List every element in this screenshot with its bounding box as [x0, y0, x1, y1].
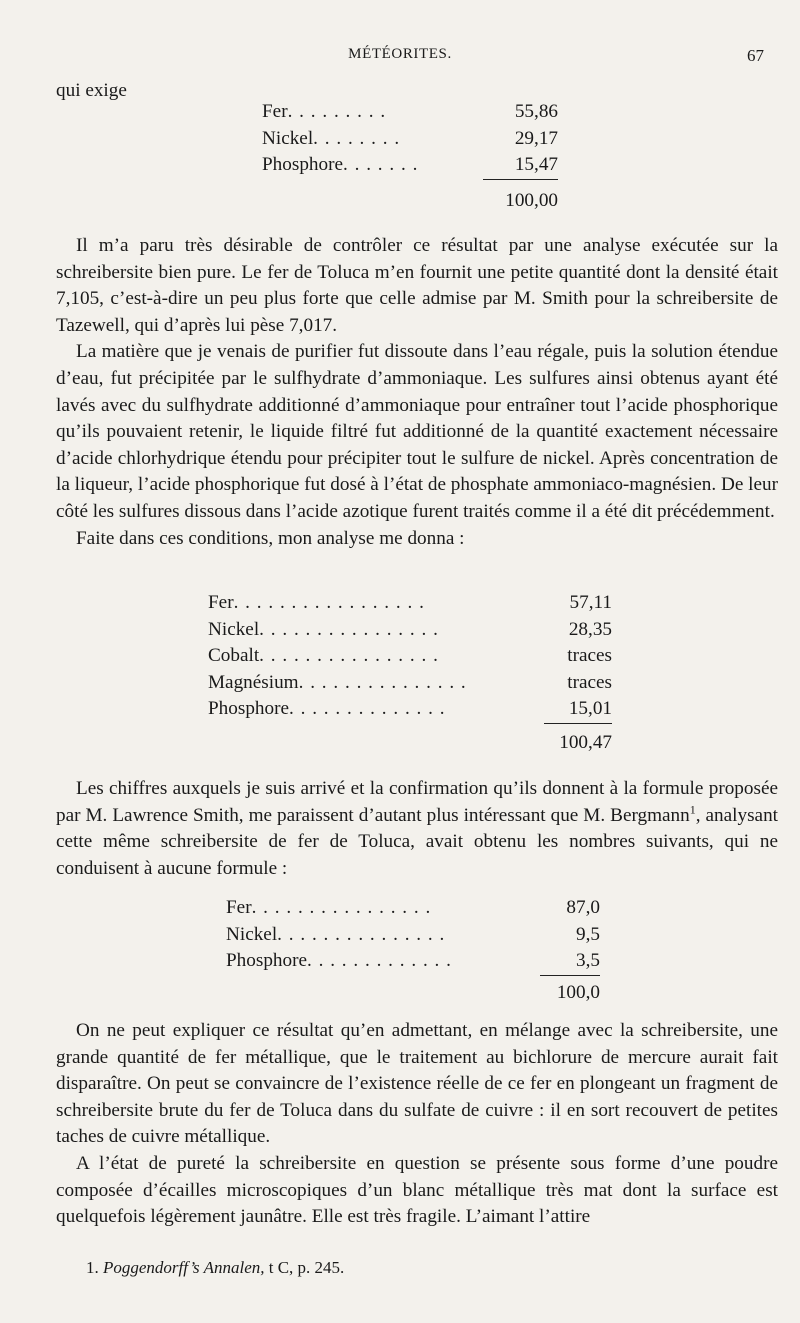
element-label: Fer	[208, 592, 234, 613]
body-text-3	[56, 1018, 778, 1231]
footnote-ref: t C, p. 245.	[268, 1258, 345, 1277]
element-label: Fer	[262, 101, 288, 122]
footnote-marker: 1	[689, 802, 696, 817]
table-row: Nickel. . . . . . . . . . . . . . . . 28,35	[208, 617, 612, 644]
total-value: 100,00	[483, 179, 558, 214]
table-row: Nickel. . . . . . . . 29,17	[262, 126, 558, 153]
element-label: Nickel	[262, 127, 314, 149]
page-number: 67	[747, 46, 764, 65]
total-value: 100,0	[540, 975, 600, 1006]
element-value: 28,35	[568, 618, 612, 640]
analysis-table-3	[226, 895, 600, 1006]
element-value: 3,5	[576, 950, 600, 971]
table-row: Phosphore. . . . . . . 15,47	[262, 152, 558, 179]
element-value: 29,17	[514, 127, 558, 149]
element-label: Phosphore	[262, 154, 344, 176]
element-label: Nickel	[226, 923, 278, 945]
element-value: 87,0	[566, 897, 600, 918]
paragraph: On ne peut expliquer ce résultat qu’en admettant, en mélange avec la schreibersite, une grande quantité de fer métallique, que le traitement au bichlorure de mercure aurait fait disparaître. On peut se convaincre de l’existence réelle de ce fer en plongeant un fragment de schreibersite brute du fer de Toluca dans du sulfate de cuivre : il en sort recouvert de petites taches de cuivre métallique.	[56, 1020, 778, 1148]
paragraph: A l’état de pureté la schreibersite en question se présente sous forme d’une poudre composée d’écailles microscopiques d’un blanc métallique très mat dont la surface est quelquefois légèrement jaunâtre. Elle est très fragile. L’aimant l’attire	[56, 1152, 778, 1228]
element-value: 55,86	[514, 101, 558, 122]
element-value: traces	[567, 671, 612, 693]
table-row: Phosphore. . . . . . . . . . . . . 3,5	[226, 948, 600, 975]
body-text-2	[56, 776, 778, 882]
table-row: Phosphore. . . . . . . . . . . . . . 15,01	[208, 696, 612, 723]
element-label: Phosphore	[208, 698, 290, 720]
analysis-table-2	[208, 590, 612, 756]
element-label: Phosphore	[226, 950, 308, 972]
element-label: Fer	[226, 897, 252, 918]
table-row: Fer. . . . . . . . . . . . . . . . . 57,11	[208, 590, 612, 617]
table-row: Cobalt. . . . . . . . . . . . . . . . traces	[208, 643, 612, 670]
total-value: 100,47	[544, 723, 612, 756]
element-label: Magnésium	[208, 671, 299, 693]
footnote-title: Poggendorff’s Annalen,	[103, 1258, 265, 1277]
paragraph: Il m’a paru très désirable de contrôler ce résultat par une analyse exécutée sur la schreibersite bien pure. Le fer de Toluca m’en fournit une petite quantité dont la densité était 7,105, c’est-à-dire un peu plus forte que celle admise par M. Smith pour la schreibersite de Tazewell, qui d’après lui pèse 7,017.	[56, 235, 778, 336]
table-row: Magnésium. . . . . . . . . . . . . . . traces	[208, 670, 612, 697]
total-row	[226, 975, 600, 1006]
body-text-1	[56, 233, 778, 552]
element-value: 9,5	[576, 923, 600, 945]
table-row: Fer. . . . . . . . . 55,86	[262, 99, 558, 126]
element-value: 15,01	[568, 698, 612, 719]
element-value: 57,11	[569, 592, 612, 613]
element-value: 15,47	[514, 154, 558, 175]
element-value: traces	[567, 645, 612, 666]
total-row	[208, 723, 612, 756]
table-row: Fer. . . . . . . . . . . . . . . . 87,0	[226, 895, 600, 922]
intro-text: qui exige	[56, 80, 127, 101]
analysis-table-1	[262, 99, 558, 214]
footnote-number: 1.	[86, 1258, 99, 1277]
element-label: Cobalt	[208, 645, 260, 666]
paragraph: La matière que je venais de purifier fut dissoute dans l’eau régale, puis la solution étendue d’eau, fut précipitée par le sulfhydrate d’ammoniaque. Les sulfures ainsi obtenus ayant été lavés avec du sulfhydrate additionné d’ammoniaque pour entraîner tout l’acide phosphorique qu’ils pouvaient retenir, le liquide filtré fut additionné de la quantité exactement nécessaire d’acide chlorhydrique étendu pour précipiter tout le sulfure de nickel. Après concentration de la liqueur, l’acide phosphorique fut dosé à l’état de phosphate ammoniaco-magnésien. De leur côté les sulfures dissous dans l’acide azotique furent traités comme il a été dit précédemment.	[56, 341, 778, 522]
paragraph: Les chiffres auxquels je suis arrivé et la confirmation qu’ils donnent à la formule proposée par M. Lawrence Smith, me paraissent d’autant plus intéressant que M. Bergmann$^1$, analysant cette même schreibersite de fer de Toluca, avait obtenu les nombres suivants, qui ne conduisent à aucune formule :	[56, 778, 778, 879]
footnote	[86, 1258, 344, 1278]
paragraph: Faite dans ces conditions, mon analyse me donna :	[76, 527, 465, 549]
running-head	[0, 44, 800, 68]
total-row	[262, 179, 558, 214]
element-label: Nickel	[208, 618, 260, 640]
table-row: Nickel. . . . . . . . . . . . . . . 9,5	[226, 922, 600, 949]
running-title: MÉTÉORITES.	[348, 46, 452, 62]
